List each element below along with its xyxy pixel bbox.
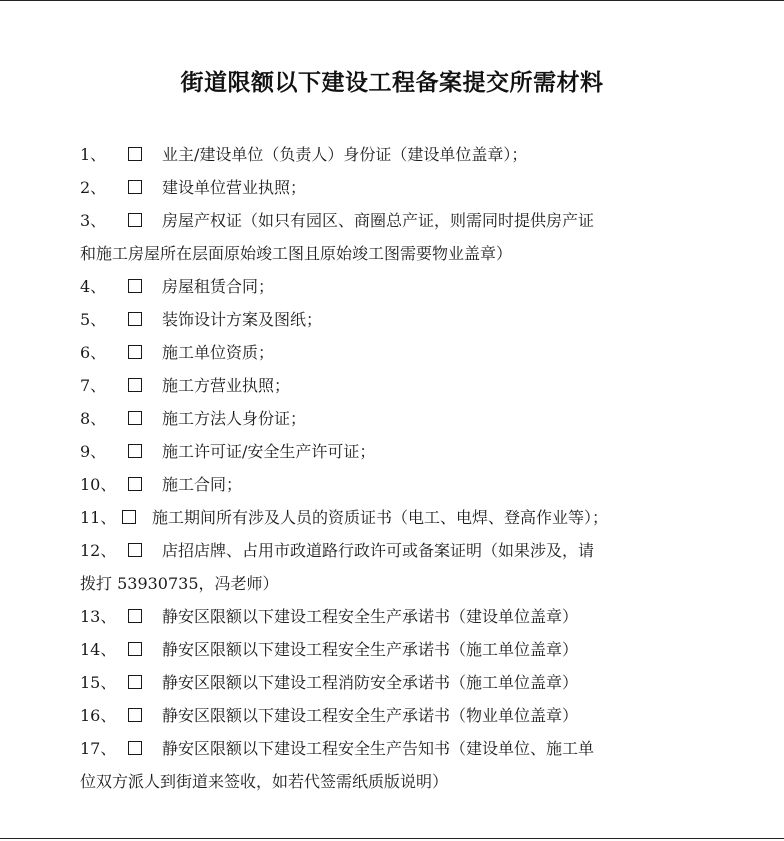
checkbox-icon[interactable] (128, 642, 142, 656)
item-text-continued: 拨打 53930735，冯老师） (80, 574, 279, 593)
checklist-item-17 (80, 732, 680, 798)
checklist-item-15 (80, 666, 680, 699)
item-number: 11、 (80, 508, 117, 527)
item-text: 静安区限额以下建设工程消防安全承诺书（施工单位盖章） (162, 673, 579, 692)
checklist-item-7 (80, 369, 680, 402)
item-text: 施工期间所有涉及人员的资质证书（电工、电焊、登高作业等）； (152, 508, 609, 527)
checkbox-icon[interactable] (128, 213, 142, 227)
item-number: 17、 (80, 739, 117, 758)
item-text: 业主/建设单位（负责人）身份证（建设单位盖章）； (162, 145, 528, 164)
item-number: 10、 (80, 475, 117, 494)
item-number: 6、 (80, 343, 107, 362)
item-number: 8、 (80, 409, 107, 428)
item-number: 3、 (80, 211, 107, 230)
checklist-item-9 (80, 435, 680, 468)
item-number: 14、 (80, 640, 117, 659)
checklist-item-14 (80, 633, 680, 666)
item-text: 静安区限额以下建设工程安全生产告知书（建设单位、施工单 (162, 739, 595, 758)
checklist-item-6 (80, 336, 680, 369)
item-number: 15、 (80, 673, 117, 692)
checkbox-icon[interactable] (128, 741, 142, 755)
bottom-border (0, 838, 784, 839)
item-text: 房屋产权证（如只有园区、商圈总产证，则需同时提供房产证 (162, 211, 595, 230)
document-title: 街道限额以下建设工程备案提交所需材料 (180, 69, 604, 96)
checkbox-icon[interactable] (128, 147, 142, 161)
checkbox-icon[interactable] (128, 543, 142, 557)
checkbox-icon[interactable] (122, 510, 136, 524)
materials-checklist (80, 138, 680, 798)
item-text: 静安区限额以下建设工程安全生产承诺书（建设单位盖章） (162, 607, 579, 626)
item-text: 店招店牌、占用市政道路行政许可或备案证明（如果涉及，请 (162, 541, 595, 560)
checklist-item-11 (80, 501, 680, 534)
checklist-item-10 (80, 468, 680, 501)
item-number: 2、 (80, 178, 107, 197)
checklist-item-13 (80, 600, 680, 633)
item-text: 静安区限额以下建设工程安全生产承诺书（物业单位盖章） (162, 706, 579, 725)
checkbox-icon[interactable] (128, 609, 142, 623)
item-number: 5、 (80, 310, 107, 329)
checkbox-icon[interactable] (128, 279, 142, 293)
item-number: 1、 (80, 145, 107, 164)
item-text-continued: 和施工房屋所在层面原始竣工图且原始竣工图需要物业盖章） (80, 244, 513, 263)
item-number: 9、 (80, 442, 107, 461)
item-text: 施工合同； (162, 475, 243, 494)
checklist-item-2 (80, 171, 680, 204)
checkbox-icon[interactable] (128, 708, 142, 722)
checkbox-icon[interactable] (128, 378, 142, 392)
item-text: 施工方法人身份证； (162, 409, 307, 428)
checklist-item-12 (80, 534, 680, 600)
checklist-item-8 (80, 402, 680, 435)
item-text: 装饰设计方案及图纸； (162, 310, 323, 329)
checklist-item-3 (80, 204, 680, 270)
item-text: 建设单位营业执照； (162, 178, 307, 197)
checklist-item-5 (80, 303, 680, 336)
item-text: 施工方营业执照； (162, 376, 291, 395)
item-text: 静安区限额以下建设工程安全生产承诺书（施工单位盖章） (162, 640, 579, 659)
item-number: 16、 (80, 706, 117, 725)
checkbox-icon[interactable] (128, 444, 142, 458)
checkbox-icon[interactable] (128, 345, 142, 359)
checkbox-icon[interactable] (128, 477, 142, 491)
top-border (0, 0, 784, 1)
item-number: 12、 (80, 541, 117, 560)
item-number: 4、 (80, 277, 107, 296)
item-text-continued: 位双方派人到街道来签收，如若代签需纸质版说明） (80, 772, 449, 791)
checkbox-icon[interactable] (128, 411, 142, 425)
item-number: 13、 (80, 607, 117, 626)
item-text: 房屋租赁合同； (162, 277, 275, 296)
item-number: 7、 (80, 376, 107, 395)
checklist-item-4 (80, 270, 680, 303)
item-text: 施工许可证/安全生产许可证； (162, 442, 376, 461)
item-text: 施工单位资质； (162, 343, 275, 362)
checklist-item-1 (80, 138, 680, 171)
checkbox-icon[interactable] (128, 312, 142, 326)
checklist-item-16 (80, 699, 680, 732)
checkbox-icon[interactable] (128, 675, 142, 689)
checkbox-icon[interactable] (128, 180, 142, 194)
